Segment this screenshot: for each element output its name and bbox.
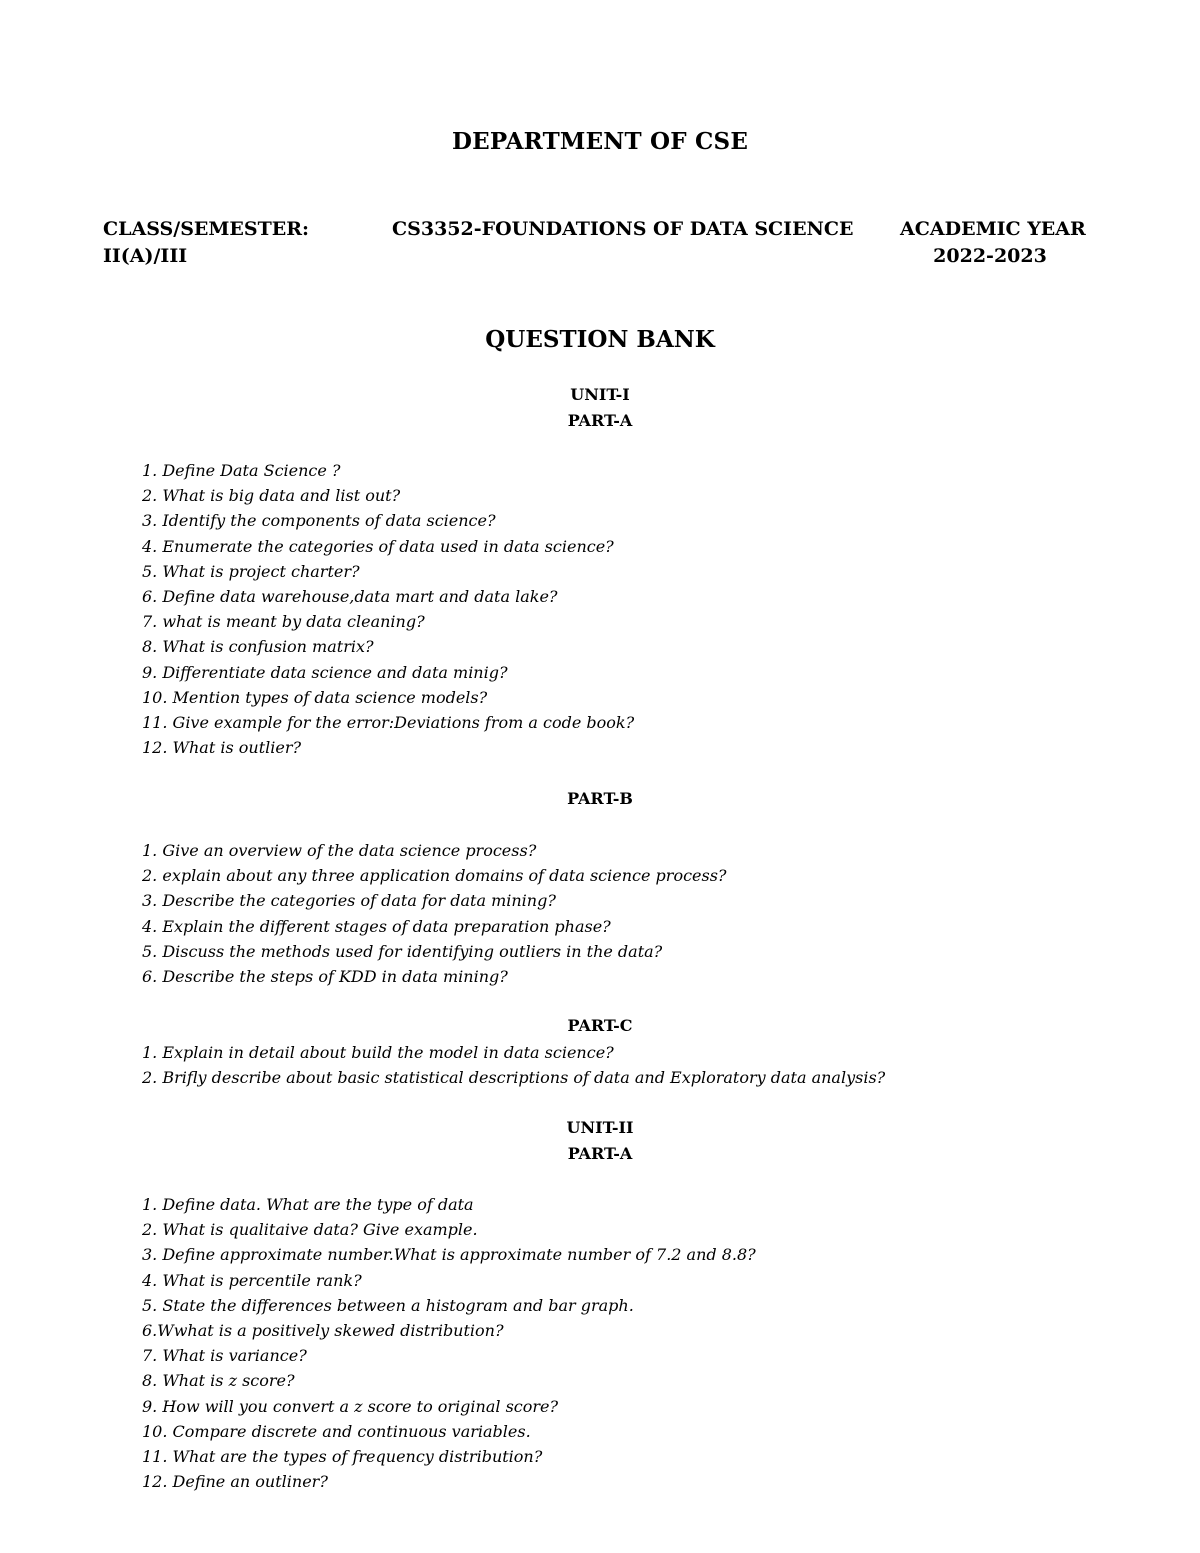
academic-year [900,216,1086,270]
department-title: DEPARTMENT OF CSE [451,128,749,155]
unit-2-label: UNIT-II [566,1118,634,1137]
question-item: 8. What is z score? [142,1371,295,1391]
unit-2-part-a-list [142,1192,756,1494]
unit-1-part-b-list [142,838,727,989]
question-item: 1. Define data. What are the type of data [142,1195,474,1214]
question-item: 6.Wwhat is a positively skewed distribution? [142,1321,504,1341]
question-item: 8. What is confusion matrix? [142,637,374,657]
question-item: 4. Explain the different stages of data preparation phase? [142,916,611,936]
question-item: 12. What is outlier? [142,738,302,758]
unit-1-part-a-list [142,458,634,760]
question-item: 6. Define data warehouse,data mart and data lake? [142,587,558,607]
question-item: 10. Compare discrete and continuous variables. [142,1421,531,1441]
unit-1-heading [0,382,1200,434]
unit-2-heading [0,1115,1200,1167]
question-item: 7. what is meant by data cleaning? [142,612,425,632]
question-item: 9. Differentiate data science and data minig? [142,662,508,682]
question-item: 4. Enumerate the categories of data used in data science? [142,536,614,556]
question-item: 10. Mention types of data science models? [142,687,488,707]
question-item: 2. What is qualitaive data? Give example. [142,1220,478,1240]
question-item: 1. Define Data Science ? [142,461,341,480]
question-item: 9. How will you convert a z score to original score? [142,1396,559,1416]
question-item: 1. Give an overview of the data science process? [142,841,537,860]
question-item: 5. Discuss the methods used for identifying outliers in the data? [142,941,663,961]
unit-1-label: UNIT-I [570,385,630,404]
academic-year-value: 2022-2023 [933,245,1047,267]
course-title: CS3352-FOUNDATIONS OF DATA SCIENCE [392,218,854,240]
question-item: 5. What is project charter? [142,561,360,581]
unit-1-part-c-list [142,1040,885,1090]
question-item: 1. Explain in detail about build the model in data science? [142,1043,614,1062]
question-item: 12. Define an outliner? [142,1472,328,1492]
question-item: 3. Identify the components of data science? [142,511,496,531]
question-item: 11. Give example for the error:Deviations from a code book? [142,713,635,733]
class-semester [103,216,309,270]
unit-2-part-a-label: PART-A [567,1144,633,1163]
question-item: 3. Describe the categories of data for data mining? [142,891,556,911]
question-item: 5. State the differences between a histogram and bar graph. [142,1295,634,1315]
question-item: 2. What is big data and list out? [142,486,401,506]
unit-1-part-a-label: PART-A [567,411,633,430]
question-bank-title: QUESTION BANK [485,326,715,353]
question-item: 3. Define approximate number.What is approximate number of 7.2 and 8.8? [142,1245,756,1265]
question-item: 2. Brifly describe about basic statistical descriptions of data and Exploratory data analysis? [142,1068,886,1088]
question-item: 7. What is variance? [142,1346,307,1366]
question-item: 4. What is percentile rank? [142,1270,362,1290]
unit-1-part-c-label: PART-C [567,1016,633,1035]
class-semester-value: II(A)/III [103,245,188,267]
academic-year-label: ACADEMIC YEAR [900,218,1086,240]
class-semester-label: CLASS/SEMESTER: [103,218,310,240]
question-item: 6. Describe the steps of KDD in data mining? [142,967,508,987]
question-item: 11. What are the types of frequency distribution? [142,1447,543,1467]
unit-1-part-b-label: PART-B [567,789,633,808]
question-item: 2. explain about any three application domains of data science process? [142,866,727,886]
